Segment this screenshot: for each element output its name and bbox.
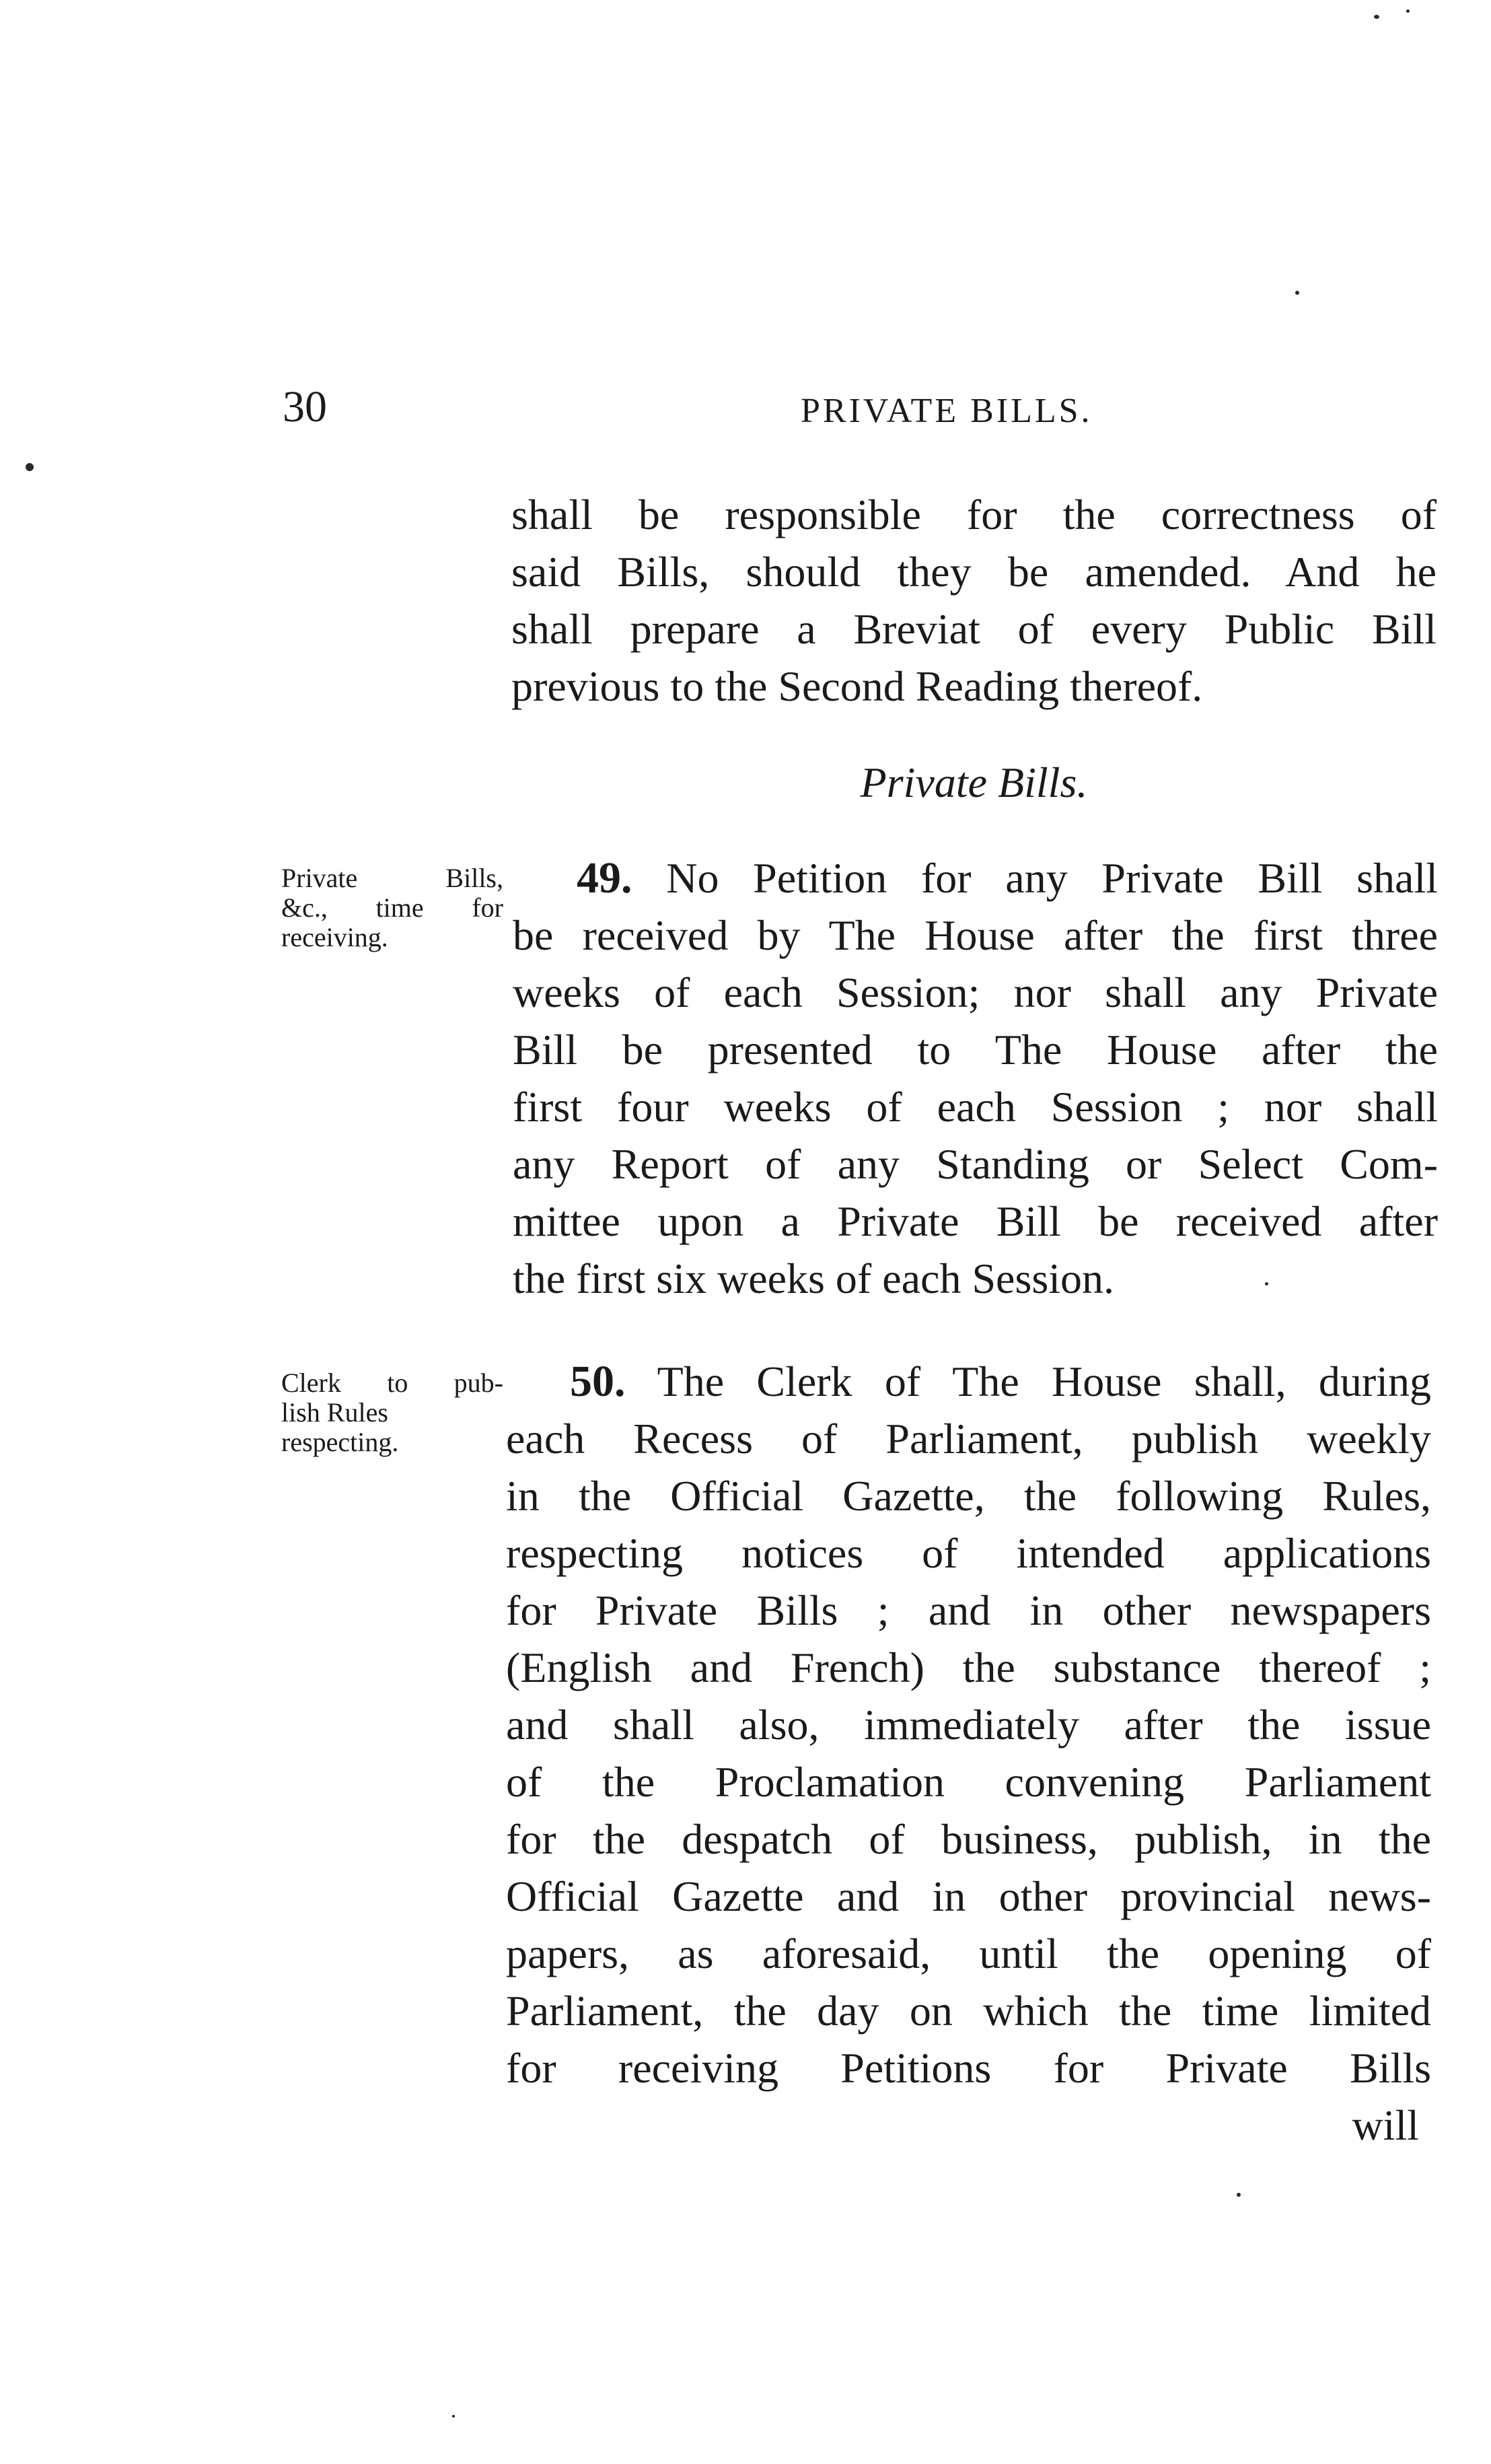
- sidenote-line: lish Rules: [281, 1397, 388, 1428]
- text-line: (English and French) the substance thereof ;: [506, 1644, 1431, 1691]
- text-line: weeks of each Session; nor shall any Private: [513, 969, 1438, 1016]
- rule-number: 50.: [570, 1357, 626, 1406]
- text-line: of the Proclamation convening Parliament: [506, 1758, 1431, 1806]
- section-heading: Private Bills.: [860, 759, 1088, 806]
- scan-speck: [452, 2415, 455, 2418]
- text-line: Parliament, the day on which the time limited: [506, 1987, 1431, 2035]
- text-line: each Recess of Parliament, publish weekly: [506, 1415, 1431, 1463]
- text-line: shall be responsible for the correctness of: [511, 491, 1437, 538]
- scan-speck: [1265, 1282, 1268, 1286]
- scan-speck: [1374, 15, 1379, 19]
- rule-first-line-text: The Clerk of The House shall, during: [657, 1358, 1432, 1405]
- scan-speck: [26, 463, 34, 471]
- scan-speck: [1295, 291, 1299, 295]
- text-line: mittee upon a Private Bill be received after: [513, 1197, 1438, 1245]
- text-line: any Report of any Standing or Select Com-: [513, 1140, 1438, 1188]
- continuation-paragraph: [511, 486, 1437, 715]
- sidenote-line: &c., time for: [281, 892, 503, 923]
- rule-first-line-text: No Petition for any Private Bill shall: [666, 854, 1439, 902]
- page-number: 30: [283, 382, 327, 431]
- rule-first-line: [513, 849, 1438, 907]
- rule-number: 49.: [577, 853, 632, 903]
- sidenote-line: respecting.: [281, 1427, 399, 1457]
- scan-speck: [1237, 2193, 1241, 2197]
- text-line: be received by The House after the first three: [513, 911, 1438, 959]
- text-line: said Bills, should they be amended. And he: [511, 548, 1437, 596]
- rule-first-line: [506, 1353, 1431, 1410]
- sidenote-rule-50: [281, 1368, 503, 1457]
- text-line: and shall also, immediately after the issue: [506, 1701, 1431, 1749]
- text-line: for Private Bills ; and in other newspapers: [506, 1586, 1431, 1634]
- running-head: PRIVATE BILLS.: [801, 392, 1093, 430]
- sidenote-line: Private Bills,: [281, 863, 503, 893]
- text-line: Bill be presented to The House after the: [513, 1026, 1438, 1073]
- text-line: previous to the Second Reading thereof.: [511, 662, 1203, 710]
- rule-49-paragraph: [513, 849, 1438, 1307]
- catchword: will: [1352, 2101, 1419, 2149]
- text-line: for receiving Petitions for Private Bills: [506, 2044, 1431, 2092]
- sidenote-line: Clerk to pub-: [281, 1368, 503, 1398]
- text-line: respecting notices of intended applications: [506, 1529, 1431, 1577]
- sidenote-line: receiving.: [281, 922, 388, 952]
- text-line: in the Official Gazette, the following Rules,: [506, 1472, 1431, 1520]
- rule-50-paragraph: [506, 1353, 1431, 2154]
- text-line: first four weeks of each Session ; nor shall: [513, 1083, 1438, 1131]
- text-line: the first six weeks of each Session.: [513, 1255, 1115, 1302]
- text-line: papers, as aforesaid, until the opening of: [506, 1930, 1431, 1977]
- page-header: [283, 377, 1440, 437]
- text-line: shall prepare a Breviat of every Public Bill: [511, 605, 1437, 653]
- scan-speck: [1406, 9, 1410, 13]
- text-line: Official Gazette and in other provincial news-: [506, 1872, 1431, 1920]
- sidenote-rule-49: [281, 864, 503, 952]
- text-line: for the despatch of business, publish, in the: [506, 1815, 1431, 1863]
